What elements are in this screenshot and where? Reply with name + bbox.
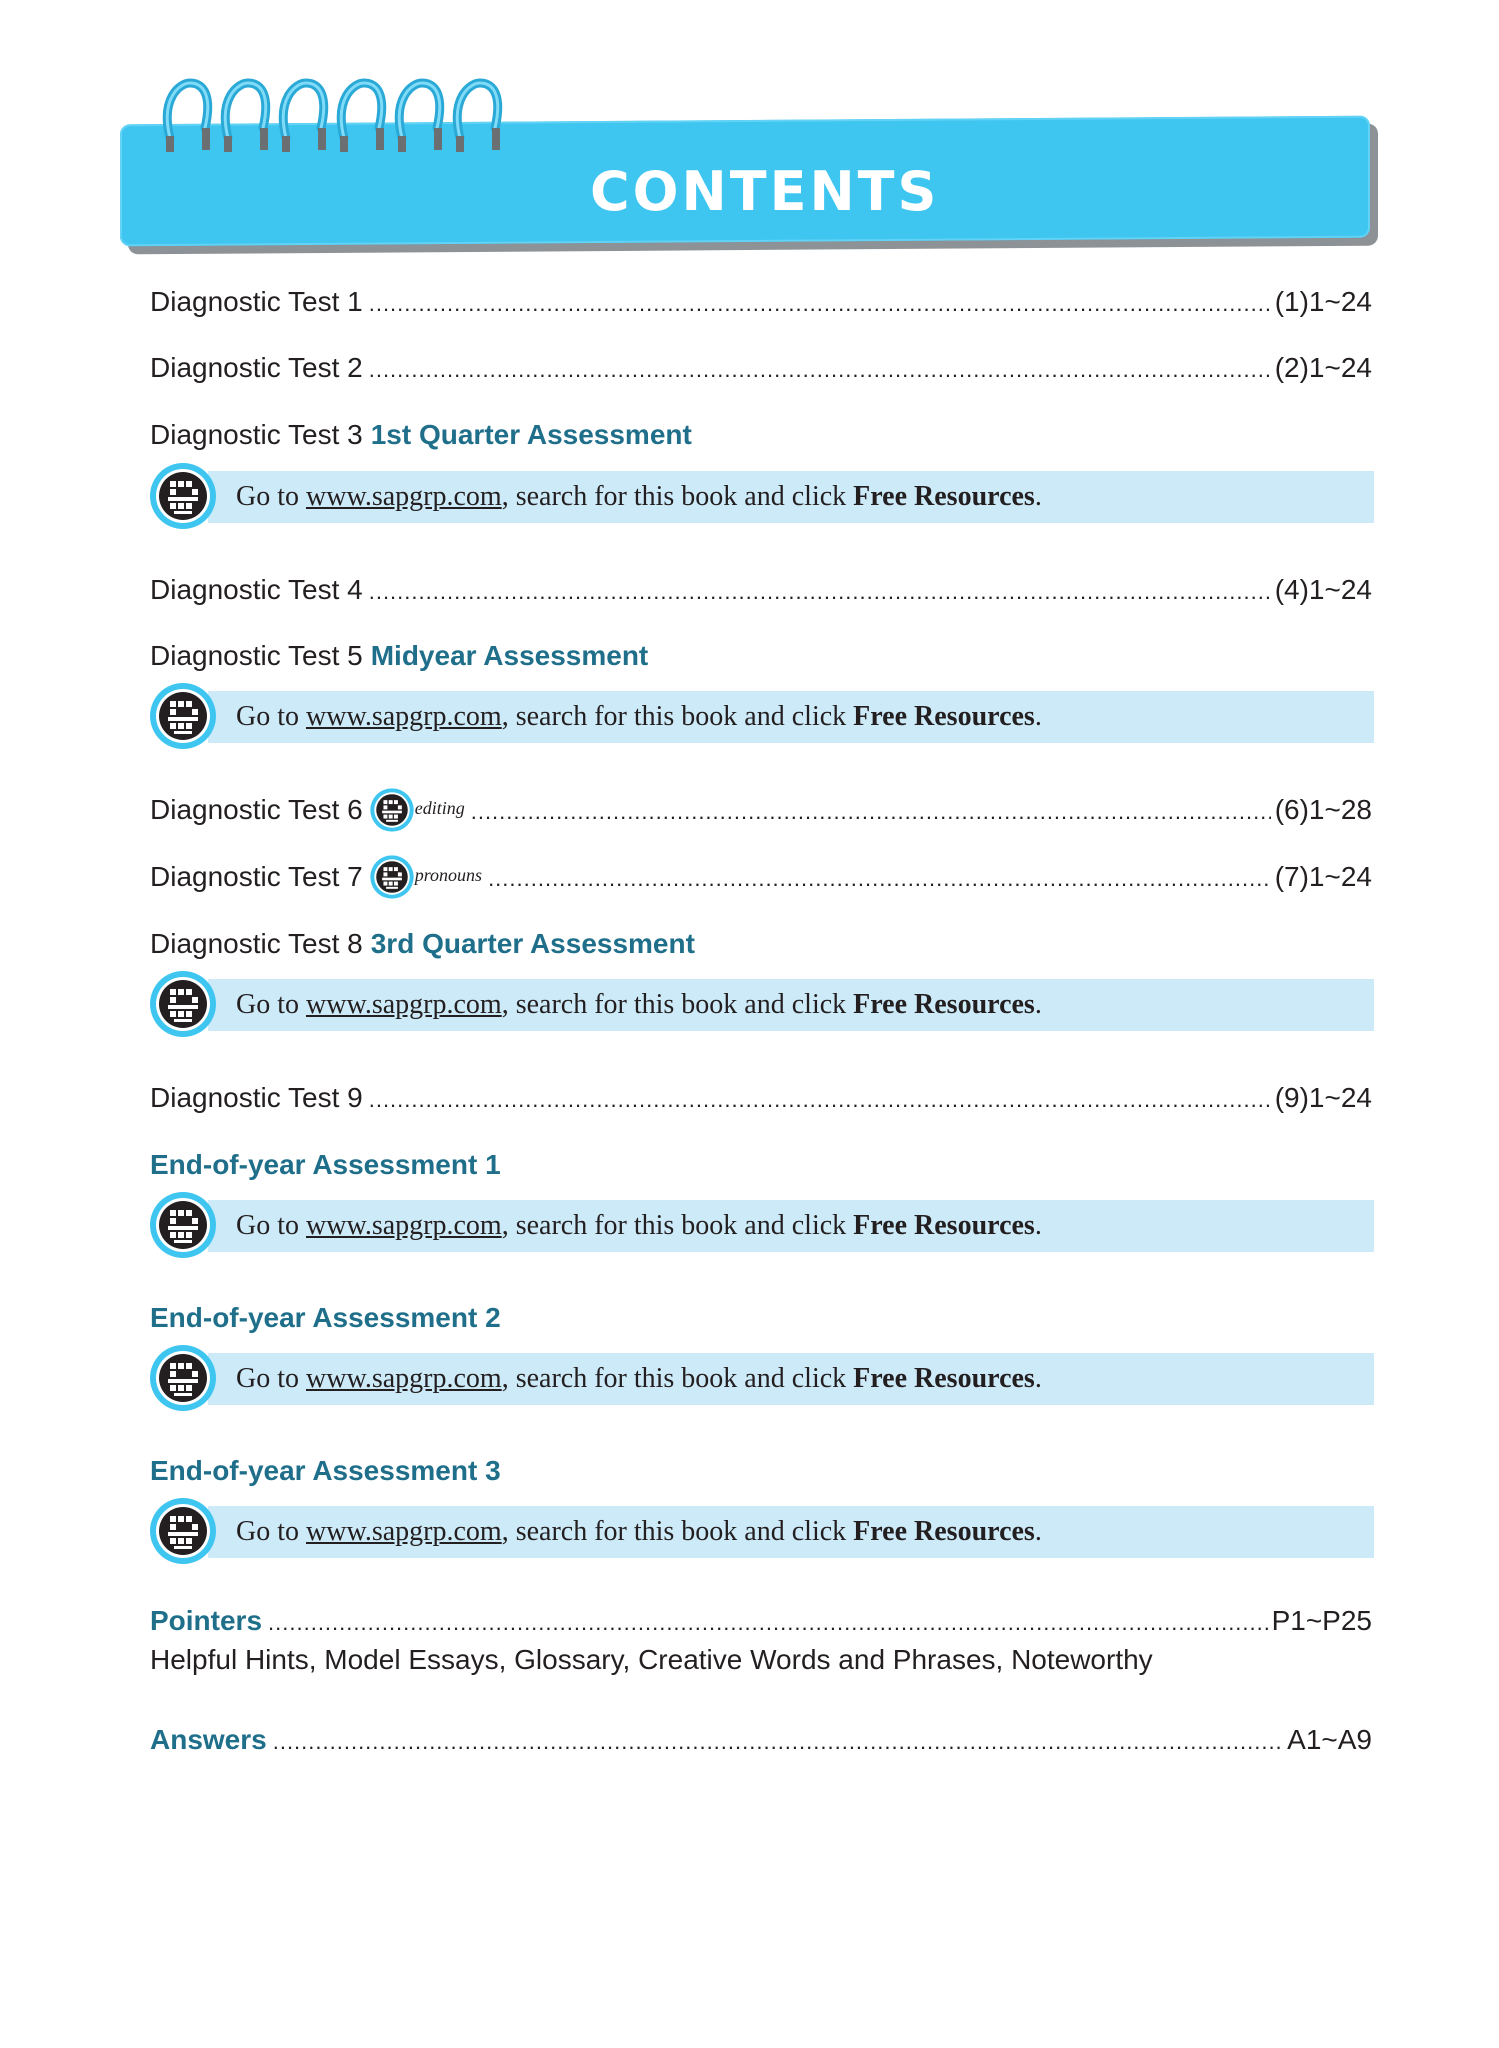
sapgrp-link[interactable]: www.sapgrp.com xyxy=(306,1516,502,1547)
leader-dots xyxy=(273,1722,1283,1762)
notice-text: Go to www.sapgrp.com, search for this book and click Free Resources. xyxy=(236,989,1042,1020)
sapgrp-link[interactable]: www.sapgrp.com xyxy=(306,1210,502,1241)
spiral-rings-icon xyxy=(160,78,550,158)
page-title: CONTENTS xyxy=(590,160,940,223)
free-resources-notice xyxy=(148,969,1374,1039)
toc-label: Diagnostic Test 8 xyxy=(150,928,363,959)
toc-page-ref: (1)1~24 xyxy=(1274,286,1372,317)
online-resource-icon xyxy=(148,681,218,751)
sapgrp-link[interactable]: www.sapgrp.com xyxy=(306,701,502,732)
toc-page-ref: P1~P25 xyxy=(1271,1605,1372,1636)
toc-page-ref: (4)1~24 xyxy=(1274,574,1372,605)
toc-label: Diagnostic Test 2 xyxy=(150,352,363,383)
toc-label: Diagnostic Test 9 xyxy=(150,1082,363,1113)
toc-label: Diagnostic Test 5 xyxy=(150,640,363,671)
leader-dots xyxy=(369,284,1271,324)
toc-row-end-of-year-3[interactable] xyxy=(150,1451,1372,1491)
notice-text: Go to www.sapgrp.com, search for this book and click Free Resources. xyxy=(236,1210,1042,1241)
resource-note: pronouns xyxy=(414,865,483,885)
toc-row-diagnostic-test-2[interactable] xyxy=(150,348,1372,388)
toc-label: End-of-year Assessment 1 xyxy=(150,1149,501,1180)
toc-row-end-of-year-2[interactable] xyxy=(150,1298,1372,1338)
toc-row-diagnostic-test-6[interactable] xyxy=(150,790,1372,830)
toc-row-end-of-year-1[interactable] xyxy=(150,1145,1372,1185)
toc-label: Diagnostic Test 4 xyxy=(150,574,363,605)
toc-page-ref: A1~A9 xyxy=(1287,1724,1372,1755)
sapgrp-link[interactable]: www.sapgrp.com xyxy=(306,989,502,1020)
notice-text: Go to www.sapgrp.com, search for this book and click Free Resources. xyxy=(236,1516,1042,1547)
sapgrp-link[interactable]: www.sapgrp.com xyxy=(306,1363,502,1394)
toc-label: Diagnostic Test 1 xyxy=(150,286,363,317)
toc-page-ref: (9)1~24 xyxy=(1274,1082,1372,1113)
toc-label: Diagnostic Test 7 xyxy=(150,861,363,892)
leader-dots xyxy=(369,1080,1271,1120)
toc-label: Diagnostic Test 6 xyxy=(150,794,363,825)
toc-page-ref: (2)1~24 xyxy=(1274,352,1372,383)
toc-row-diagnostic-test-7[interactable] xyxy=(150,857,1372,897)
leader-dots xyxy=(471,792,1271,832)
toc-row-diagnostic-test-3[interactable] xyxy=(150,415,1372,455)
assessment-tag: 1st Quarter Assessment xyxy=(370,419,692,450)
toc-page-ref: (7)1~24 xyxy=(1274,861,1372,892)
free-resources-notice xyxy=(148,1496,1374,1566)
toc-row-pointers[interactable] xyxy=(150,1601,1372,1641)
assessment-tag: 3rd Quarter Assessment xyxy=(370,928,695,959)
online-resource-icon xyxy=(148,1190,218,1260)
online-resource-icon xyxy=(369,787,415,833)
free-resources-notice xyxy=(148,1190,1374,1260)
notice-text: Go to www.sapgrp.com, search for this book and click Free Resources. xyxy=(236,481,1042,512)
resource-note: editing xyxy=(414,798,465,818)
leader-dots xyxy=(369,572,1271,612)
assessment-tag: Midyear Assessment xyxy=(370,640,649,671)
free-resources-notice xyxy=(148,461,1374,531)
free-resources-notice xyxy=(148,1343,1374,1413)
sapgrp-link[interactable]: www.sapgrp.com xyxy=(306,481,502,512)
online-resource-icon xyxy=(148,461,218,531)
toc-row-diagnostic-test-9[interactable] xyxy=(150,1078,1372,1118)
toc-page-ref: (6)1~28 xyxy=(1274,794,1372,825)
toc-row-diagnostic-test-5[interactable] xyxy=(150,636,1372,676)
free-resources-notice xyxy=(148,681,1374,751)
toc-row-answers[interactable] xyxy=(150,1720,1372,1760)
online-resource-icon xyxy=(148,1343,218,1413)
toc-label: End-of-year Assessment 2 xyxy=(150,1302,501,1333)
leader-dots xyxy=(369,350,1271,390)
online-resource-icon xyxy=(369,854,415,900)
online-resource-icon xyxy=(148,1496,218,1566)
leader-dots xyxy=(268,1603,1268,1643)
online-resource-icon xyxy=(148,969,218,1039)
toc-label: Answers xyxy=(150,1724,267,1755)
pointers-description: Helpful Hints, Model Essays, Glossary, Creative Words and Phrases, Noteworthy xyxy=(150,1644,1153,1675)
notice-text: Go to www.sapgrp.com, search for this book and click Free Resources. xyxy=(236,701,1042,732)
toc-label: End-of-year Assessment 3 xyxy=(150,1455,501,1486)
toc-label: Pointers xyxy=(150,1605,263,1636)
notice-text: Go to www.sapgrp.com, search for this book and click Free Resources. xyxy=(236,1363,1042,1394)
toc-row-diagnostic-test-8[interactable] xyxy=(150,924,1372,964)
leader-dots xyxy=(488,859,1271,899)
toc-label: Diagnostic Test 3 xyxy=(150,419,363,450)
toc-row-diagnostic-test-4[interactable] xyxy=(150,570,1372,610)
toc-row-diagnostic-test-1[interactable] xyxy=(150,282,1372,322)
